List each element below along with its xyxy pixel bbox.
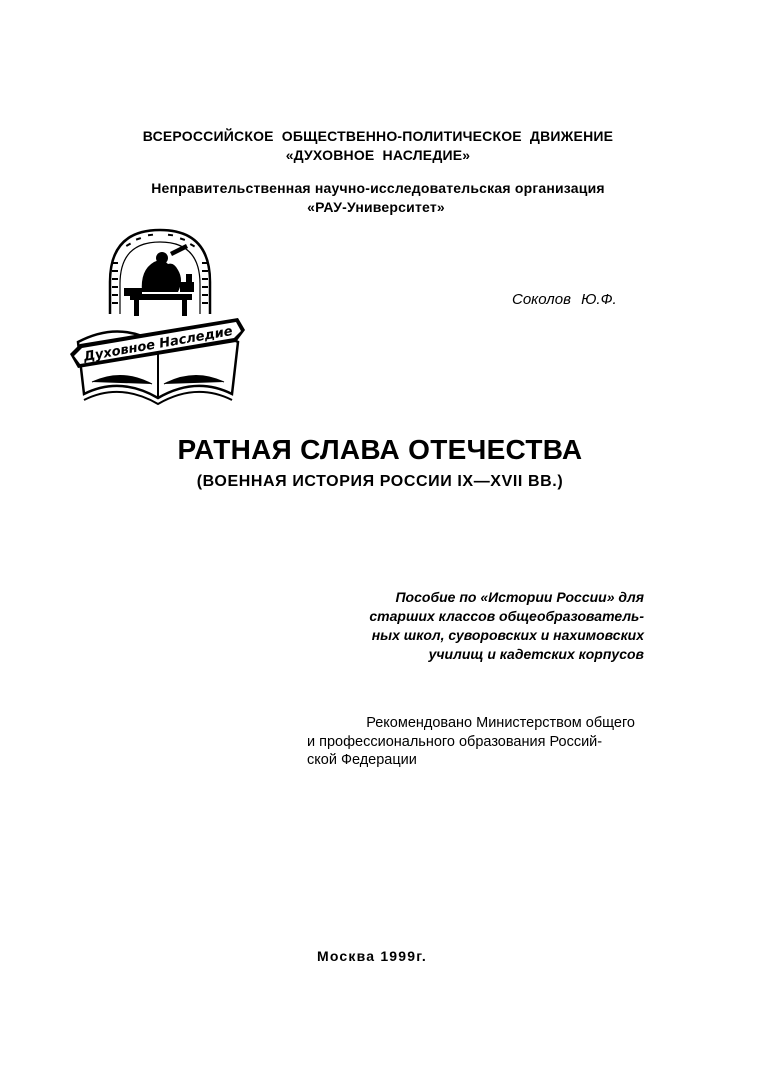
recommendation-line: и профессионального образования Россий- [307,733,603,750]
purpose-line: ных школ, суворовских и нахимовских [371,627,644,643]
document-subtitle: (ВОЕННАЯ ИСТОРИЯ РОССИИ IX—XVII ВВ.) [196,473,564,490]
purpose-statement [318,588,644,664]
recommendation-line: ской Федерации [307,752,417,768]
book-scribe-emblem-icon [70,222,245,412]
purpose-line: старших классов общеобразователь- [369,608,644,624]
organization-primary-line2: «ДУХОВНОЕ НАСЛЕДИЕ» [285,147,471,163]
purpose-line: училищ и кадетских корпусов [428,646,644,662]
recommendation-note [307,714,635,770]
author-name: Соколов Ю.Ф. [512,291,617,308]
purpose-line: Пособие по «Истории России» для [395,589,644,605]
document-title: РАТНАЯ СЛАВА ОТЕЧЕСТВА [177,434,583,465]
organization-primary-line1: ВСЕРОССИЙСКОЕ ОБЩЕСТВЕННО-ПОЛИТИЧЕСКОЕ ДВИЖЕНИЕ [142,128,614,144]
logo-ribbon-text: Духовное Наследие [82,323,234,365]
organization-secondary-line2: «РАУ-Университет» [307,199,445,215]
organization-secondary-line1: Неправительственная научно-исследовательская организация [151,180,605,196]
recommendation-line: Рекомендовано Министерством общего [366,715,635,731]
publication-imprint: Москва 1999г. [317,948,427,964]
